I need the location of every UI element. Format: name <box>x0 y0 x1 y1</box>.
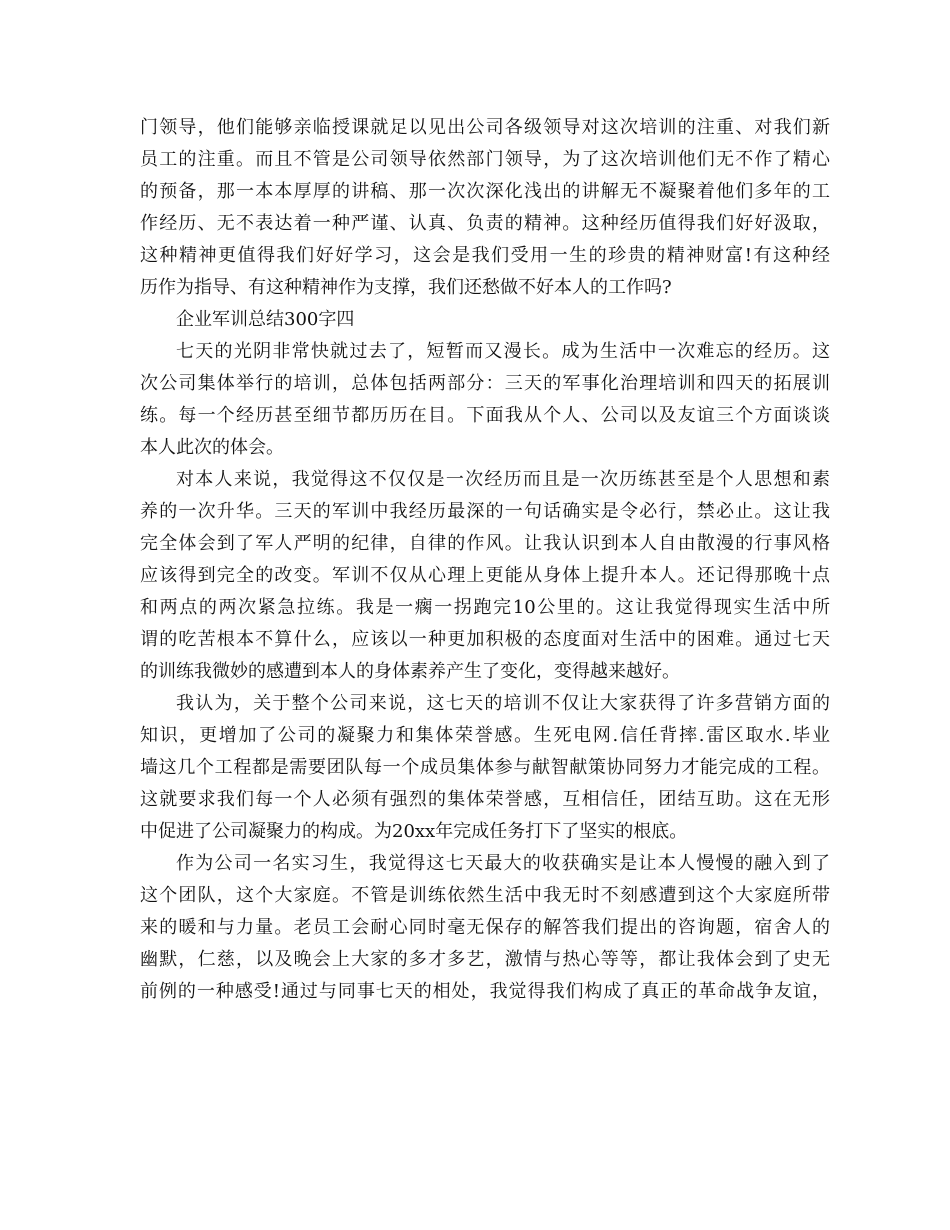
paragraph-first-line: 我认为，关于整个公司来说，这七天的培训不仅让大家获得了许多营销方面的 <box>176 693 830 714</box>
text-line: 次公司集体举行的培训，总体包括两部分：三天的军事化治理培训和四天的拓展训 <box>140 373 830 394</box>
section-heading: 企业军训总结300字四 <box>176 309 355 330</box>
text-line: 应该得到完全的改变。军训不仅从心理上更能从身体上提升本人。还记得那晚十点 <box>140 565 830 586</box>
text-line: 的训练我微妙的感遭到本人的身体素养产生了变化，变得越来越好。 <box>140 661 680 682</box>
text-line: 墙这几个工程都是需要团队每一个成员集体参与献智献策协同努力才能完成的工程。 <box>140 757 830 778</box>
text-line: 幽默，仁慈，以及晚会上大家的多才多艺，激情与热心等等，都让我体会到了史无 <box>140 949 830 970</box>
paragraph-first-line: 作为公司一名实习生，我觉得这七天最大的收获确实是让本人慢慢的融入到了 <box>176 853 830 874</box>
text-line: 门领导，他们能够亲临授课就足以见出公司各级领导对这次培训的注重、对我们新 <box>140 117 830 138</box>
text-line: 作经历、无不表达着一种严谨、认真、负责的精神。这种经历值得我们好好汲取， <box>140 213 830 234</box>
text-line: 知识，更增加了公司的凝聚力和集体荣誉感。生死电网.信任背摔.雷区取水.毕业 <box>140 725 830 746</box>
text-line: 这个团队，这个大家庭。不管是训练依然生活中我无时不刻感遭到这个大家庭所带 <box>140 885 830 906</box>
text-line: 员工的注重。而且不管是公司领导依然部门领导，为了这次培训他们无不作了精心 <box>140 149 830 170</box>
text-line: 和两点的两次紧急拉练。我是一瘸一拐跑完10公里的。这让我觉得现实生活中所 <box>140 597 830 618</box>
text-line: 来的暖和与力量。老员工会耐心同时毫无保存的解答我们提出的咨询题，宿舍人的 <box>140 917 830 938</box>
text-line: 中促进了公司凝聚力的构成。为20xx年完成任务打下了坚实的根底。 <box>140 821 688 842</box>
document-page <box>140 112 830 1008</box>
text-line: 这种精神更值得我们好好学习，这会是我们受用一生的珍贵的精神财富!有这种经 <box>140 245 830 266</box>
text-line: 谓的吃苦根本不算什么，应该以一种更加积极的态度面对生活中的困难。通过七天 <box>140 629 830 650</box>
text-line: 完全体会到了军人严明的纪律，自律的作风。让我认识到本人自由散漫的行事风格 <box>140 533 830 554</box>
text-line: 养的一次升华。三天的军训中我经历最深的一句话确实是令必行，禁必止。这让我 <box>140 501 830 522</box>
paragraph-first-line: 七天的光阴非常快就过去了，短暂而又漫长。成为生活中一次难忘的经历。这 <box>176 341 830 362</box>
text-line: 练。每一个经历甚至细节都历历在目。下面我从个人、公司以及友谊三个方面谈谈 <box>140 405 830 426</box>
text-line: 历作为指导、有这种精神作为支撑，我们还愁做不好本人的工作吗? <box>140 277 672 298</box>
text-line: 这就要求我们每一个人必须有强烈的集体荣誉感，互相信任，团结互助。这在无形 <box>140 789 830 810</box>
text-line: 前例的一种感受!通过与同事七天的相处，我觉得我们构成了真正的革命战争友谊， <box>140 981 830 1002</box>
text-line: 本人此次的体会。 <box>140 437 284 458</box>
paragraph-first-line: 对本人来说，我觉得这不仅仅是一次经历而且是一次历练甚至是个人思想和素 <box>176 469 830 490</box>
text-line: 的预备，那一本本厚厚的讲稿、那一次次深化浅出的讲解无不凝聚着他们多年的工 <box>140 181 830 202</box>
